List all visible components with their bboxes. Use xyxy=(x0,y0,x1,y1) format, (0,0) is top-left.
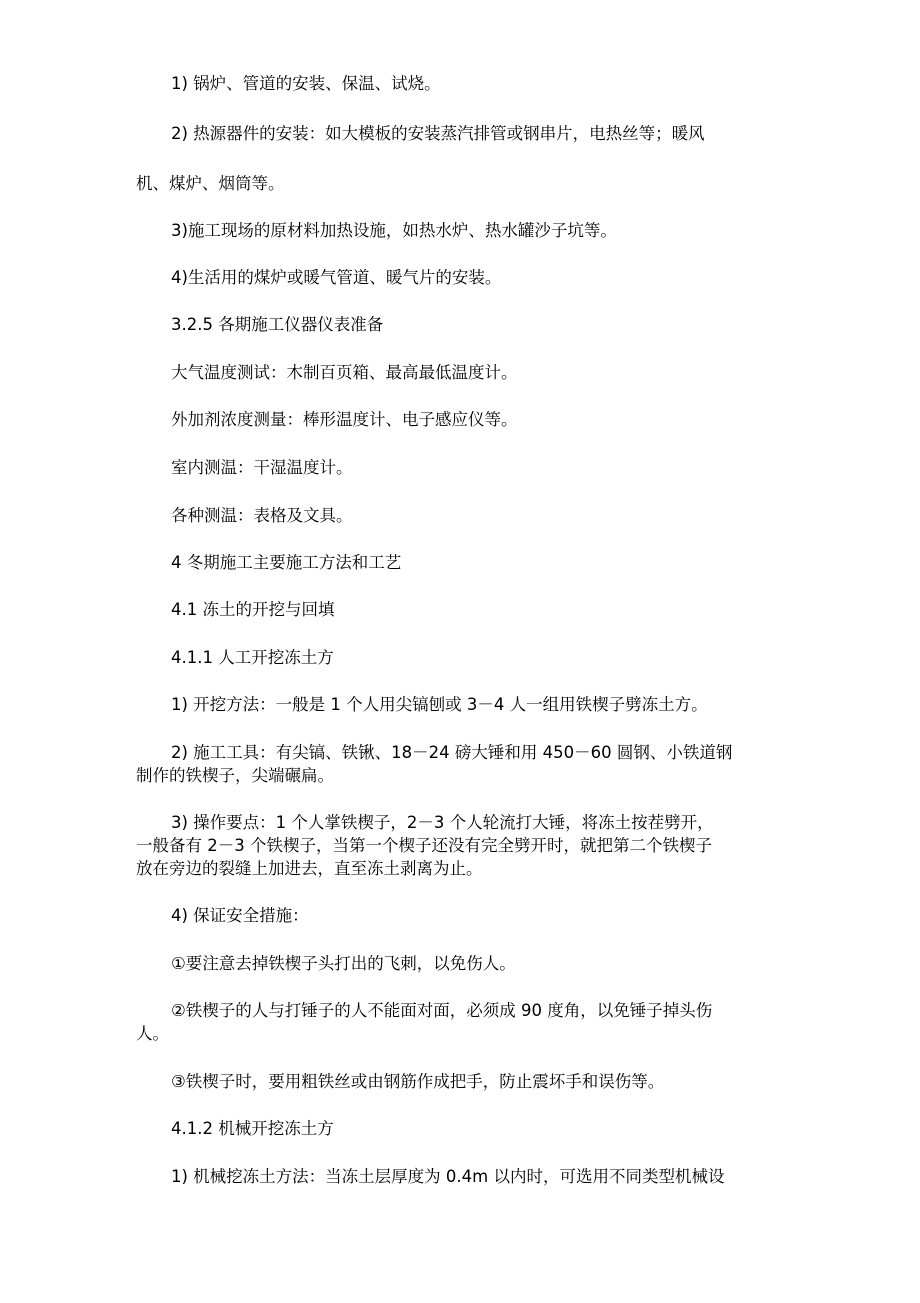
text-line: 1) 机械挖冻土方法：当冻土层厚度为 0.4m 以内时，可选用不同类型机械设 xyxy=(171,1167,725,1186)
text-line: 机、煤炉、烟筒等。 xyxy=(136,174,285,193)
text-line: 1) 锅炉、管道的安装、保温、试烧。 xyxy=(171,74,441,93)
text-line: 2) 施工工具：有尖镐、铁锹、18－24 磅大锤和用 450－60 圆钢、小铁道钢 xyxy=(171,743,733,762)
text-line: ②铁楔子的人与打锤子的人不能面对面，必须成 90 度角，以免锤子掉头伤 xyxy=(171,1001,713,1020)
text-line: 人。 xyxy=(136,1024,169,1043)
text-line: 制作的铁楔子，尖端碾扁。 xyxy=(136,766,334,785)
text-line: 4)生活用的煤炉或暖气管道、暖气片的安装。 xyxy=(171,268,502,287)
text-line: 3)施工现场的原材料加热设施，如热水炉、热水罐沙子坑等。 xyxy=(171,221,617,240)
text-line: 外加剂浓度测量：棒形温度计、电子感应仪等。 xyxy=(171,410,518,429)
text-line: 1) 开挖方法：一般是 1 个人用尖镐刨或 3－4 人一组用铁楔子劈冻土方。 xyxy=(171,695,708,714)
text-line: 放在旁边的裂缝上加进去，直至冻土剥离为止。 xyxy=(136,859,483,878)
section-heading: 4.1.2 机械开挖冻土方 xyxy=(171,1119,334,1138)
text-line: 4) 保证安全措施： xyxy=(171,906,309,925)
text-line: 各种测温：表格及文具。 xyxy=(171,506,353,525)
section-heading: 4.1 冻土的开挖与回填 xyxy=(171,600,335,619)
section-heading: 4.1.1 人工开挖冻土方 xyxy=(171,648,334,667)
section-heading: 4 冬期施工主要施工方法和工艺 xyxy=(171,553,402,572)
text-line: 2) 热源器件的安装：如大模板的安装蒸汽排管或钢串片，电热丝等；暖风 xyxy=(171,124,705,143)
text-line: 3) 操作要点：1 个人掌铁楔子，2－3 个人轮流打大锤，将冻土按茬劈开， xyxy=(171,813,714,832)
section-heading: 3.2.5 各期施工仪器仪表准备 xyxy=(171,315,384,334)
text-line: ①要注意去掉铁楔子头打出的飞刺，以免伤人。 xyxy=(171,954,516,973)
text-line: 室内测温：干湿温度计。 xyxy=(171,458,353,477)
text-line: 大气温度测试：木制百页箱、最高最低温度计。 xyxy=(171,363,518,382)
text-line: 一般备有 2－3 个铁楔子，当第一个楔子还没有完全劈开时，就把第二个铁楔子 xyxy=(136,836,712,855)
text-line: ③铁楔子时，要用粗铁丝或由钢筋作成把手，防止震坏手和误伤等。 xyxy=(171,1072,665,1091)
